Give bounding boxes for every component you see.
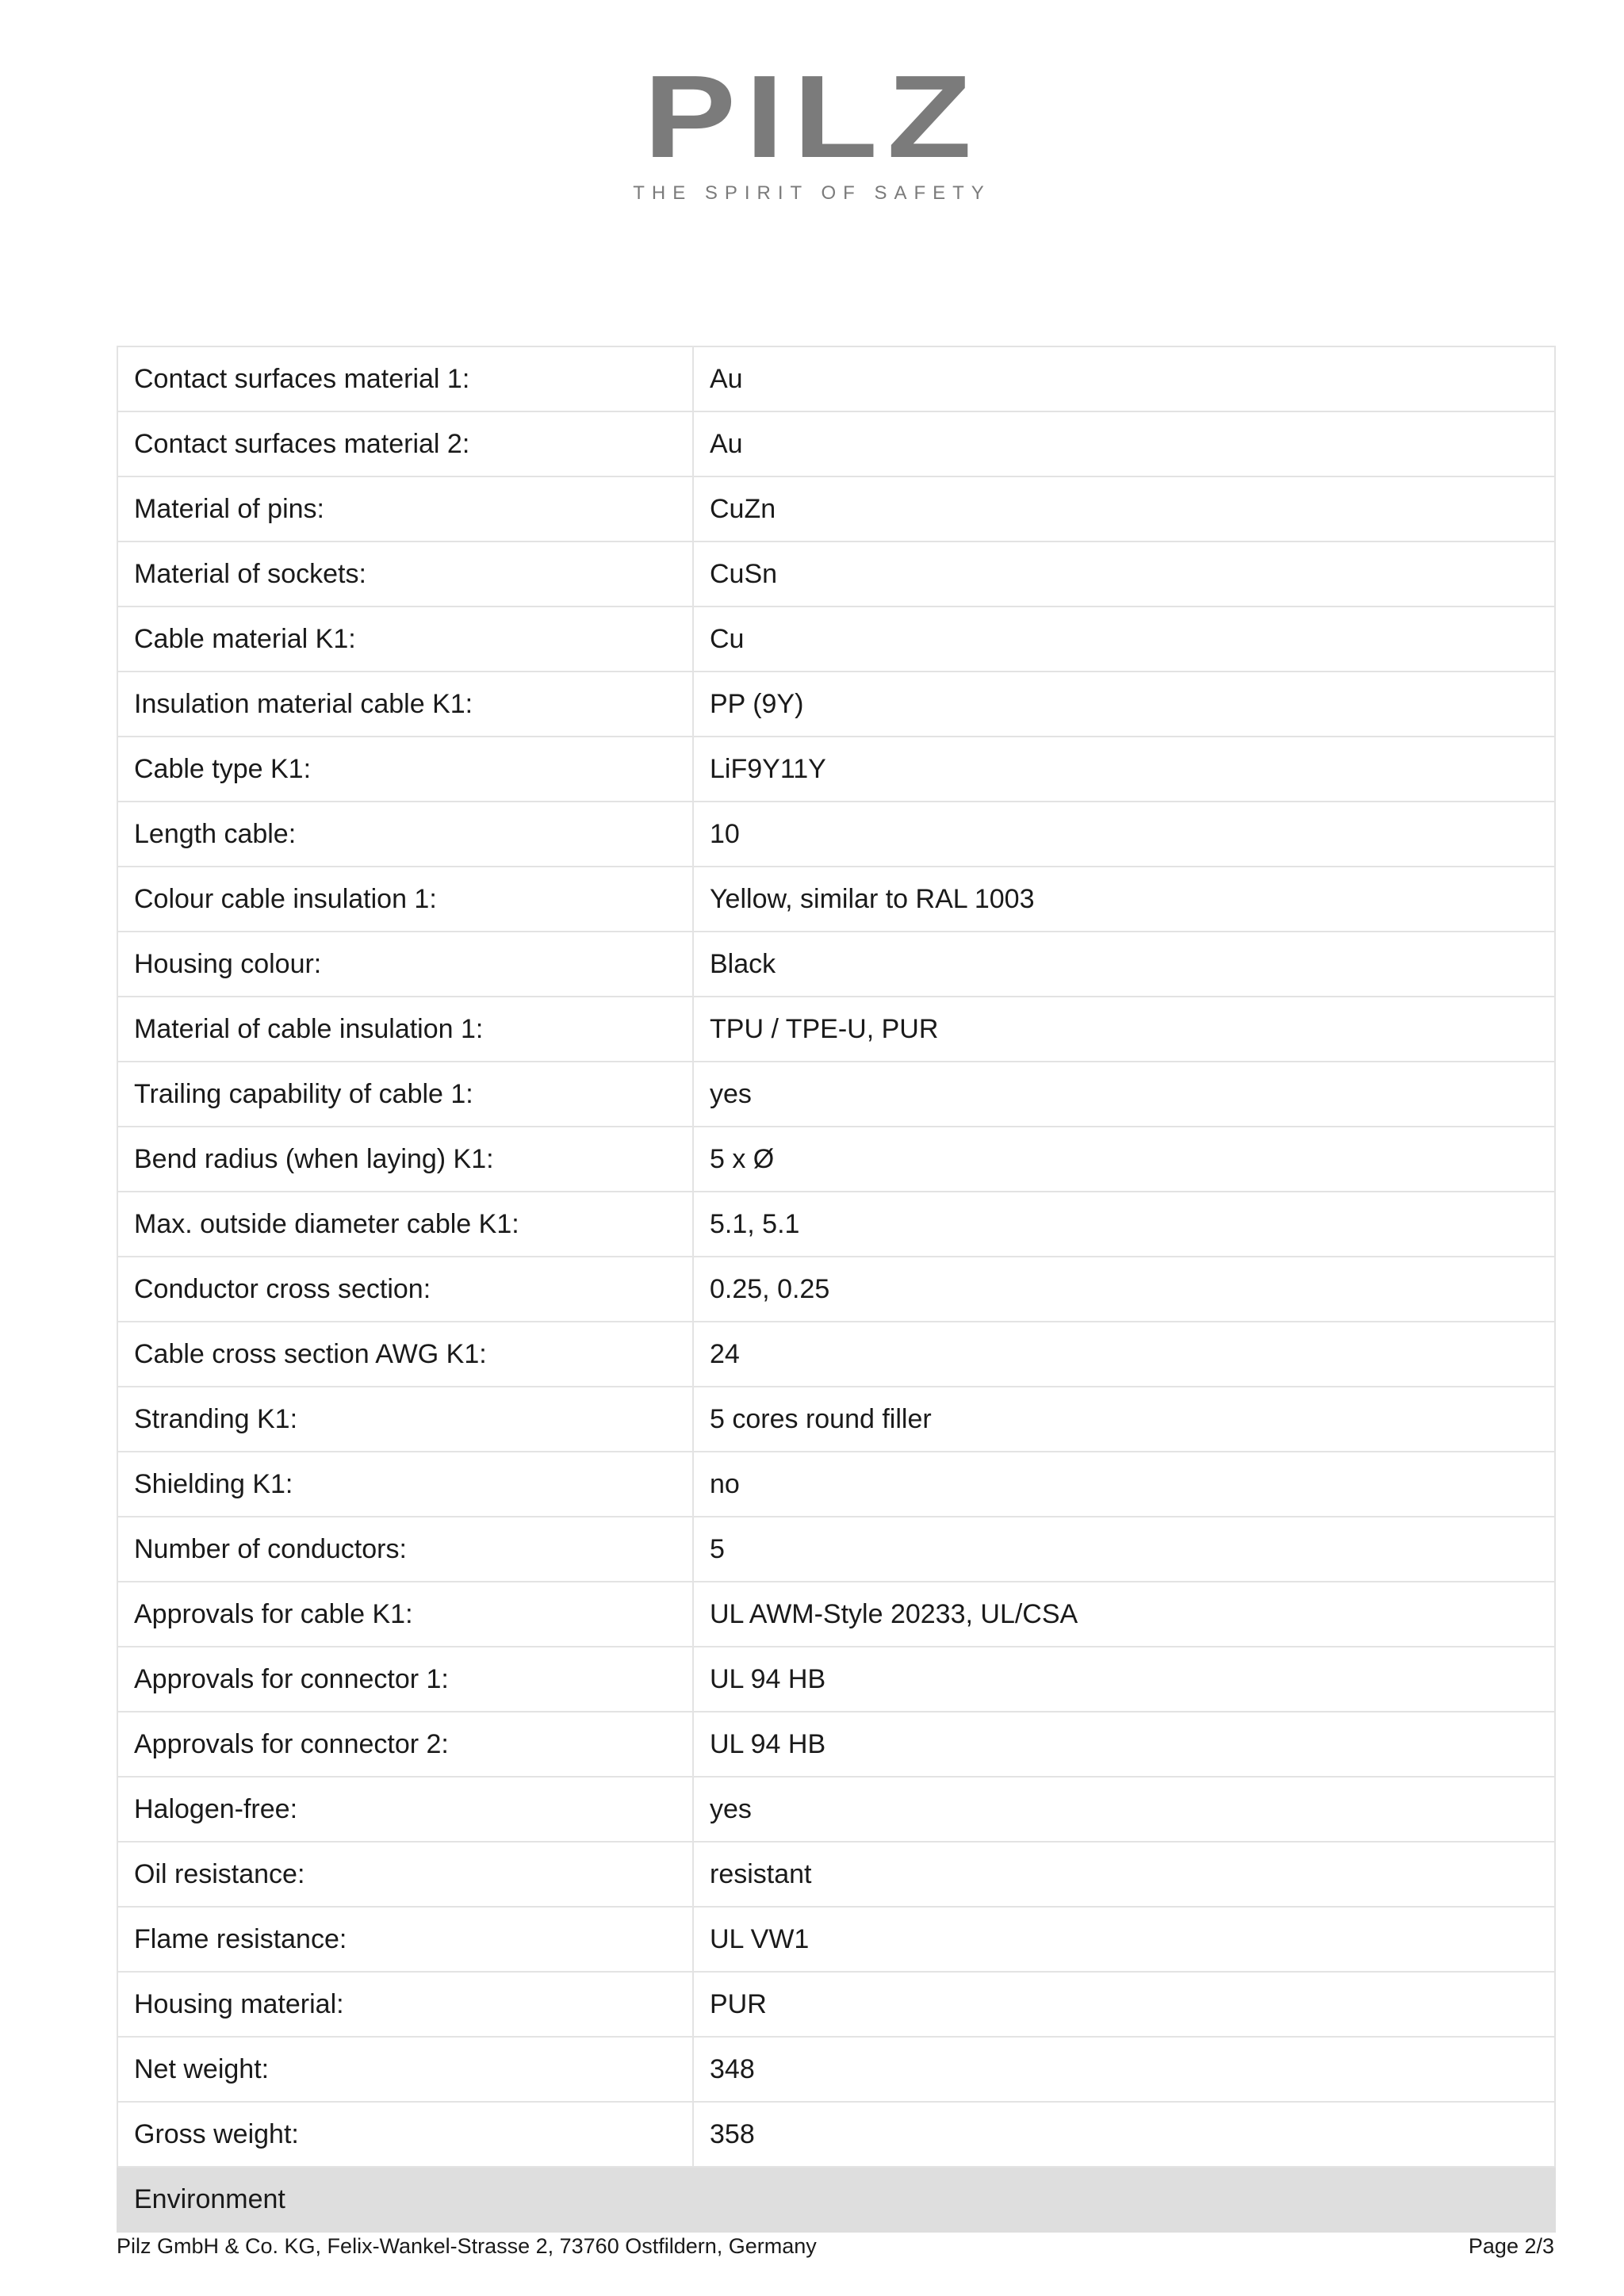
section-heading: Environment (117, 2167, 1555, 2232)
table-row (117, 802, 1555, 867)
spec-label: Length cable: (117, 802, 693, 867)
spec-value: PUR (693, 1972, 1555, 2037)
table-row (117, 2037, 1555, 2102)
spec-value: TPU / TPE-U, PUR (693, 997, 1555, 1062)
table-row (117, 541, 1555, 607)
spec-label: Number of conductors: (117, 1517, 693, 1582)
table-row (117, 1452, 1555, 1517)
spec-label: Oil resistance: (117, 1842, 693, 1907)
spec-value: Au (693, 346, 1555, 411)
spec-value: CuZn (693, 476, 1555, 541)
spec-value: 348 (693, 2037, 1555, 2102)
spec-value: Yellow, similar to RAL 1003 (693, 867, 1555, 932)
spec-label: Material of cable insulation 1: (117, 997, 693, 1062)
spec-label: Net weight: (117, 2037, 693, 2102)
spec-label: Contact surfaces material 2: (117, 411, 693, 476)
spec-value: LiF9Y11Y (693, 737, 1555, 802)
table-row (117, 1387, 1555, 1452)
table-row (117, 997, 1555, 1062)
table-row (117, 607, 1555, 672)
spec-label: Bend radius (when laying) K1: (117, 1127, 693, 1192)
spec-label: Cable type K1: (117, 737, 693, 802)
footer-address: Pilz GmbH & Co. KG, Felix-Wankel-Strasse 2, 73760 Ostfildern, Germany (117, 2234, 817, 2258)
table-row (117, 1907, 1555, 1972)
spec-label: Flame resistance: (117, 1907, 693, 1972)
spec-value: CuSn (693, 541, 1555, 607)
spec-label: Housing material: (117, 1972, 693, 2037)
spec-value: 10 (693, 802, 1555, 867)
table-row (117, 1062, 1555, 1127)
spec-label: Material of pins: (117, 476, 693, 541)
spec-label: Colour cable insulation 1: (117, 867, 693, 932)
spec-label: Contact surfaces material 1: (117, 346, 693, 411)
logo-wordmark: PILZ (643, 52, 981, 182)
spec-label: Approvals for cable K1: (117, 1582, 693, 1647)
spec-value: UL 94 HB (693, 1647, 1555, 1712)
spec-value: yes (693, 1062, 1555, 1127)
spec-value: UL AWM-Style 20233, UL/CSA (693, 1582, 1555, 1647)
table-row (117, 1712, 1555, 1777)
spec-label: Shielding K1: (117, 1452, 693, 1517)
table-row (117, 1257, 1555, 1322)
spec-label: Insulation material cable K1: (117, 672, 693, 737)
spec-label: Stranding K1: (117, 1387, 693, 1452)
spec-value: 5 cores round filler (693, 1387, 1555, 1452)
table-row (117, 476, 1555, 541)
spec-value: 5 x Ø (693, 1127, 1555, 1192)
spec-value: no (693, 1452, 1555, 1517)
table-row (117, 1842, 1555, 1907)
spec-label: Cable cross section AWG K1: (117, 1322, 693, 1387)
table-row (117, 1192, 1555, 1257)
table-row (117, 411, 1555, 476)
table-row (117, 346, 1555, 411)
table-row (117, 1127, 1555, 1192)
spec-label: Cable material K1: (117, 607, 693, 672)
spec-label: Max. outside diameter cable K1: (117, 1192, 693, 1257)
spec-label: Trailing capability of cable 1: (117, 1062, 693, 1127)
logo-tagline: THE SPIRIT OF SAFETY (633, 182, 991, 204)
spec-label: Halogen-free: (117, 1777, 693, 1842)
table-row (117, 1322, 1555, 1387)
table-row (117, 932, 1555, 997)
spec-value: 358 (693, 2102, 1555, 2167)
spec-label: Conductor cross section: (117, 1257, 693, 1322)
table-row (117, 1972, 1555, 2037)
table-row (117, 737, 1555, 802)
spec-value: Au (693, 411, 1555, 476)
table-row (117, 1647, 1555, 1712)
table-row (117, 867, 1555, 932)
spec-label: Approvals for connector 2: (117, 1712, 693, 1777)
spec-value: 5.1, 5.1 (693, 1192, 1555, 1257)
specifications-table (117, 346, 1556, 2233)
table-row (117, 672, 1555, 737)
spec-value: PP (9Y) (693, 672, 1555, 737)
table-row (117, 1517, 1555, 1582)
spec-value: UL 94 HB (693, 1712, 1555, 1777)
specifications-body (117, 346, 1555, 2167)
pilz-logo (0, 52, 1624, 205)
table-row (117, 1777, 1555, 1842)
spec-label: Gross weight: (117, 2102, 693, 2167)
spec-value: UL VW1 (693, 1907, 1555, 1972)
table-row (117, 2102, 1555, 2167)
spec-label: Approvals for connector 1: (117, 1647, 693, 1712)
spec-value: 0.25, 0.25 (693, 1257, 1555, 1322)
spec-value: 5 (693, 1517, 1555, 1582)
spec-label: Material of sockets: (117, 541, 693, 607)
spec-value: Black (693, 932, 1555, 997)
table-row (117, 1582, 1555, 1647)
section-row-environment (117, 2167, 1555, 2232)
spec-value: 24 (693, 1322, 1555, 1387)
spec-value: resistant (693, 1842, 1555, 1907)
footer-page-number: Page 2/3 (1468, 2234, 1554, 2258)
spec-value: yes (693, 1777, 1555, 1842)
spec-value: Cu (693, 607, 1555, 672)
spec-label: Housing colour: (117, 932, 693, 997)
